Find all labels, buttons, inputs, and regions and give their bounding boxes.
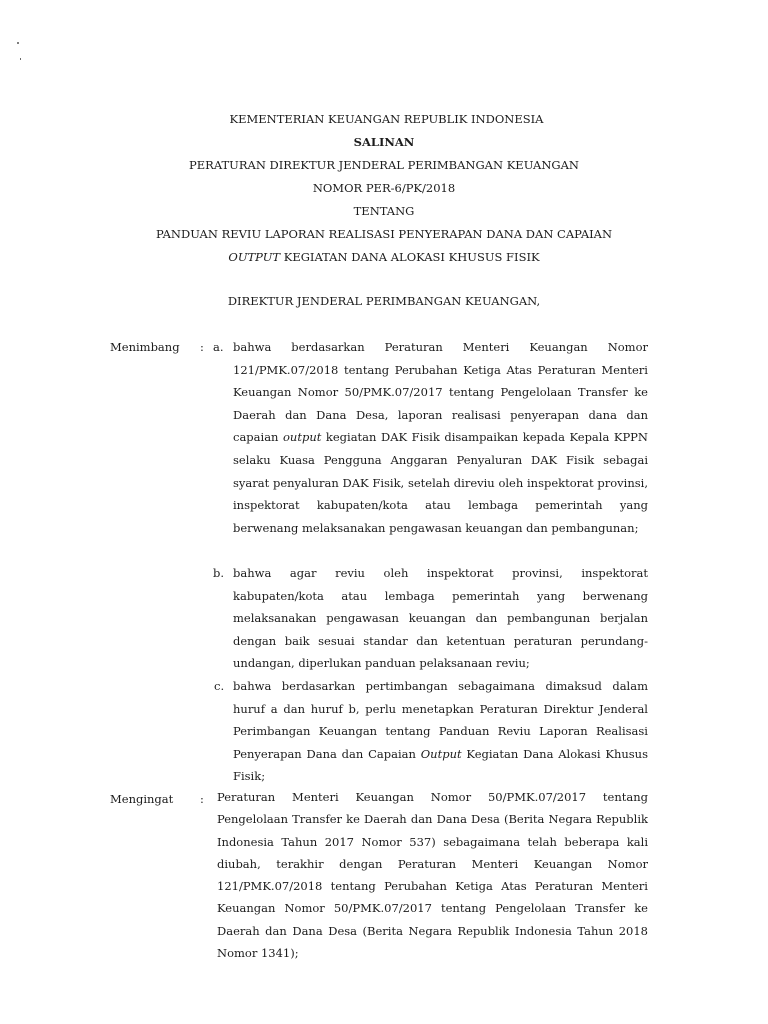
menimbang-a-letter: a. (213, 340, 224, 354)
menimbang-a-part1: bahwa berdasarkan Peraturan Menteri Keuangan Nomor 121/PMK.07/2018 tentang Perubahan Ketiga Atas Peraturan Menteri Keuangan Nomor 50/PMK.07/2017 tentang Pengelolaan Transfer ke Daerah dan Dana Desa, laporan realisasi penyerapan dana dan capaian (233, 340, 648, 445)
mengingat-text: Peraturan Menteri Keuangan Nomor 50/PMK.07/2017 tentang Pengelolaan Transfer ke Daerah dan Dana Desa (Berita Negara Republik Indonesia Tahun 2017 Nomor 537) sebagaimana telah beberapa kali diubah, terakhir dengan Peraturan Menteri Keuangan Nomor 121/PMK.07/2018 tentang Perubahan Ketiga Atas Peraturan Menteri Keuangan Nomor 50/PMK.07/2017 tentang Pengelolaan Transfer ke Daerah dan Dana Desa (Berita Negara Republik Indonesia Tahun 2018 Nomor 1341); (217, 790, 648, 961)
subject-line-2 (0, 249, 768, 272)
subject-output-italic: OUTPUT (228, 250, 281, 264)
menimbang-a-part2: kegiatan DAK Fisik disampaikan kepada Kepala KPPN selaku Kuasa Pengguna Anggaran Penyaluran DAK Fisik sebagai syarat penyaluran DAK Fisik, setelah direviu oleh inspektorat provinsi, inspektorat kabupaten/kota atau lembaga pemerintah yang berwenang melaksanakan pengawasan keuangan dan pembangunan; (233, 430, 648, 535)
mengingat-colon: : (200, 792, 204, 806)
ministry-name: KEMENTERIAN KEUANGAN REPUBLIK INDONESIA (229, 112, 544, 126)
subject-line-2-rest: KEGIATAN DANA ALOKASI KHUSUS FISIK (280, 250, 540, 264)
issuer-title: DIREKTUR JENDERAL PERIMBANGAN KEUANGAN, (227, 294, 541, 308)
menimbang-c-letter: c. (214, 679, 225, 693)
tentang-label: TENTANG (353, 204, 415, 218)
menimbang-c-text (233, 675, 648, 788)
menimbang-b-letter: b. (213, 566, 225, 580)
regulation-title: PERATURAN DIREKTUR JENDERAL PERIMBANGAN KEUANGAN (189, 158, 579, 172)
document-header (0, 111, 768, 316)
scan-speck (17, 42, 19, 44)
menimbang-c-italic: Output (420, 746, 462, 761)
menimbang-label: Menimbang (110, 340, 180, 354)
menimbang-b-text: bahwa agar reviu oleh inspektorat provinsi, inspektorat kabupaten/kota atau lembaga pemerintah yang berwenang melaksanakan pengawasan keuangan dan pembangunan berjalan dengan baik sesuai standar dan ketentuan peraturan perundang-undangan, diperlukan panduan pelaksanaan reviu; (233, 566, 648, 671)
regulation-number: NOMOR PER-6/PK/2018 (312, 181, 456, 195)
menimbang-a-italic: output (283, 430, 322, 445)
menimbang-c-part2: Kegiatan Dana Alokasi Khusus Fisik; (233, 746, 648, 784)
menimbang-c-part1: bahwa berdasarkan pertimbangan sebagaimana dimaksud dalam huruf a dan huruf b, perlu menetapkan Peraturan Direktur Jenderal Perimbangan Keuangan tentang Panduan Reviu Laporan Realisasi Penyerapan Dana dan Capaian (233, 679, 648, 761)
subject-line-1: PANDUAN REVIU LAPORAN REALISASI PENYERAPAN DANA DAN CAPAIAN (155, 227, 613, 241)
salinan-label: SALINAN (353, 135, 415, 149)
mengingat-label: Mengingat (110, 792, 174, 806)
scan-speck (20, 58, 21, 60)
menimbang-a-text (233, 336, 648, 539)
menimbang-colon: : (200, 340, 204, 354)
